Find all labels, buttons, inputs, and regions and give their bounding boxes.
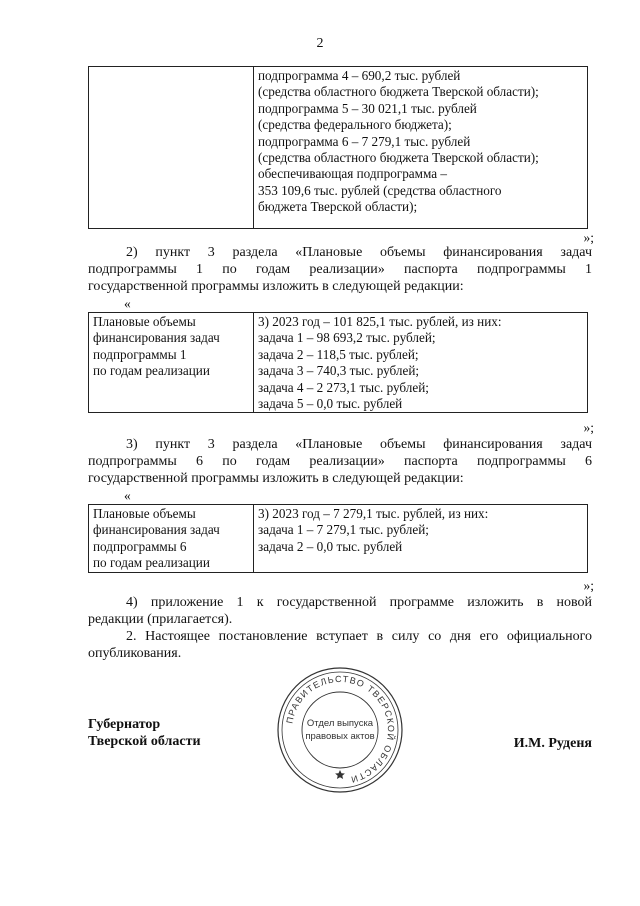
table2-left-cell (89, 313, 254, 413)
item-3-paragraph (88, 436, 592, 487)
table1-left-cell (89, 67, 254, 229)
table1-right-cell (254, 67, 588, 229)
table2-right-cell (254, 313, 588, 413)
item-4-line: 4) приложение 1 к государственной программе изложить в новой (126, 595, 592, 610)
signatory-title-line: Губернатор (88, 717, 161, 732)
stamp-center-line: правовых актов (305, 731, 375, 742)
table2-right-line: задача 3 – 740,3 тыс. рублей; (258, 363, 420, 379)
item-2-line: подпрограммы 1 по годам реализации» паспорта подпрограммы 1 (88, 262, 592, 277)
official-stamp (276, 666, 404, 794)
stamp-ring-text: ПРАВИТЕЛЬСТВО ТВЕРСКОЙ ОБЛАСТИ (284, 673, 397, 785)
table3-left-cell (89, 505, 254, 573)
signatory-title-line: Тверской области (88, 734, 201, 749)
table2-right-line: задача 4 – 2 273,1 тыс. рублей; (258, 379, 429, 395)
quote-close: »; (583, 420, 594, 435)
table1-line: подпрограмма 6 – 7 279,1 тыс. рублей (258, 133, 471, 149)
item-3-line: 3) пункт 3 раздела «Плановые объемы финансирования задач (126, 437, 592, 452)
table1-line: обеспечивающая подпрограмма – (258, 166, 447, 182)
table3-right-line: задача 1 – 7 279,1 тыс. рублей; (258, 522, 429, 538)
table1-line: (средства областного бюджета Тверской области); (258, 84, 539, 100)
quote-open: « (124, 488, 131, 503)
table3-right-line: 3) 2023 год – 7 279,1 тыс. рублей, из них: (258, 506, 489, 521)
table1-line: (средства федерального бюджета); (258, 117, 452, 133)
table2-right-line: 3) 2023 год – 101 825,1 тыс. рублей, из них: (258, 314, 502, 329)
table1-line: подпрограмма 5 – 30 021,1 тыс. рублей (258, 100, 477, 116)
table2-left-line: финансирования задач (93, 330, 220, 346)
item-4-line: редакции (прилагается). (88, 612, 233, 627)
table1-line: (средства областного бюджета Тверской области); (258, 150, 539, 166)
signatory-name: И.М. Руденя (513, 736, 592, 751)
table3-left-line: Плановые объемы (93, 506, 196, 521)
funding-table-subprogram-1 (88, 312, 588, 413)
quote-close: »; (583, 578, 594, 593)
table3-left-line: подпрограммы 6 (93, 538, 187, 554)
table2-left-line: Плановые объемы (93, 314, 196, 329)
item-2-paragraph (88, 244, 592, 295)
point-2-line: 2. Настоящее постановление вступает в силу со дня его официального (126, 629, 592, 644)
stamp-star-icon (335, 770, 345, 779)
funding-table-subprogram-6 (88, 504, 588, 573)
table2-right-line: задача 1 – 98 693,2 тыс. рублей; (258, 330, 436, 346)
funding-table-continuation (88, 66, 588, 229)
table2-right-line: задача 2 – 118,5 тыс. рублей; (258, 346, 419, 362)
stamp-center-line: Отдел выпуска (306, 718, 374, 729)
table1-line: 353 109,6 тыс. рублей (средства областного (258, 182, 502, 198)
table3-left-line: по годам реализации (93, 555, 210, 571)
table2-right-line: задача 5 – 0,0 тыс. рублей (258, 396, 403, 412)
quote-open: « (124, 296, 131, 311)
item-3-line: государственной программы изложить в следующей редакции: (88, 471, 464, 486)
point-2-line: опубликования. (88, 646, 182, 661)
table3-right-cell (254, 505, 588, 573)
item-4-paragraph (88, 594, 592, 628)
quote-close: »; (583, 230, 594, 245)
signatory-title (88, 716, 201, 750)
table2-left-line: по годам реализации (93, 363, 210, 379)
table1-line: подпрограмма 4 – 690,2 тыс. рублей (258, 68, 461, 83)
page-number: 2 (316, 36, 324, 51)
item-3-line: подпрограммы 6 по годам реализации» паспорта подпрограммы 6 (88, 454, 592, 469)
item-2-line: 2) пункт 3 раздела «Плановые объемы финансирования задач (126, 245, 592, 260)
item-2-line: государственной программы изложить в следующей редакции: (88, 279, 464, 294)
table2-left-line: подпрограммы 1 (93, 346, 187, 362)
point-2-paragraph (88, 628, 592, 662)
table3-left-line: финансирования задач (93, 522, 220, 538)
table3-right-line: задача 2 – 0,0 тыс. рублей (258, 538, 403, 554)
table1-line: бюджета Тверской области); (258, 199, 418, 215)
